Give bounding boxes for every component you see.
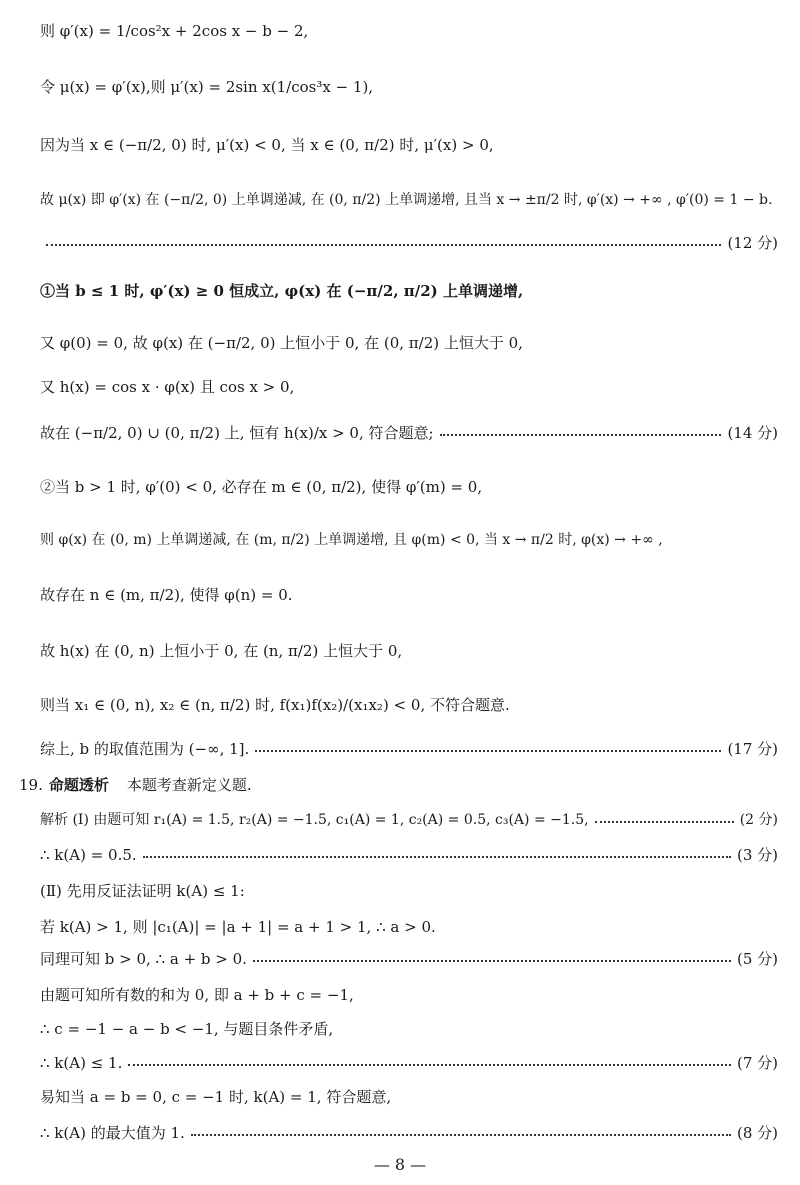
score-label: (8 分) (736, 1124, 778, 1142)
line-text: (Ⅱ) 先用反证法证明 k(A) ≤ 1: (40, 882, 245, 900)
solution-line (40, 478, 778, 496)
leader-dots (191, 1134, 731, 1136)
solution-line (40, 192, 778, 209)
line-text: 解析 (Ⅰ) 由题可知 r₁(A) = 1.5, r₂(A) = −1.5, c₁(A) = 1, c₂(A) = 0.5, c₃(A) = −1.5, (40, 812, 589, 828)
line-text: 则 φ(x) 在 (0, m) 上单调递减, 在 (m, π/2) 上单调递增, 且 φ(m) < 0, 当 x → π/2 时, φ(x) → +∞ , (40, 532, 663, 548)
line-text: 因为当 x ∈ (−π/2, 0) 时, μ′(x) < 0, 当 x ∈ (0, π/2) 时, μ′(x) > 0, (40, 136, 494, 154)
line-text: 若 k(A) > 1, 则 |c₁(A)| = |a + 1| = a + 1 > 1, ∴ a > 0. (40, 918, 436, 936)
line-text: 故在 (−π/2, 0) ∪ (0, π/2) 上, 恒有 h(x)/x > 0, 符合题意; (40, 424, 434, 442)
line-text: 故 μ(x) 即 φ′(x) 在 (−π/2, 0) 上单调递减, 在 (0, π/2) 上单调递增, 且当 x → ±π/2 时, φ′(x) → +∞ , φ′(0) = 1 − b. (40, 192, 773, 208)
solution-line (40, 586, 778, 604)
leader-dots (440, 434, 722, 436)
score-line (40, 1124, 778, 1142)
line-text: 又 φ(0) = 0, 故 φ(x) 在 (−π/2, 0) 上恒小于 0, 在 (0, π/2) 上恒大于 0, (40, 334, 523, 352)
line-text: 故存在 n ∈ (m, π/2), 使得 φ(n) = 0. (40, 586, 293, 604)
line-text: 故 h(x) 在 (0, n) 上恒小于 0, 在 (n, π/2) 上恒大于 0, (40, 642, 403, 660)
page-number: — 8 — (373, 1155, 427, 1174)
score-label: (14 分) (727, 424, 778, 442)
heading-label: 命题透析 (48, 776, 109, 794)
score-label: (7 分) (736, 1054, 778, 1072)
solution-line (40, 532, 778, 549)
score-line (40, 950, 778, 968)
solution-line (40, 334, 778, 352)
line-text: 则当 x₁ ∈ (0, n), x₂ ∈ (n, π/2) 时, f(x₁)f(x₂)/(x₁x₂) < 0, 不符合题意. (40, 696, 510, 714)
score-label: (12 分) (727, 234, 778, 252)
score-line (40, 740, 778, 758)
score-line (40, 1054, 778, 1072)
leader-dots (255, 750, 721, 752)
leader-dots (46, 244, 721, 246)
score-line (40, 812, 778, 829)
line-text: 又 h(x) = cos x · φ(x) 且 cos x > 0, (40, 378, 295, 396)
line-text: ②当 b > 1 时, φ′(0) < 0, 必存在 m ∈ (0, π/2), 使得 φ′(m) = 0, (40, 478, 483, 496)
line-text: 则 φ′(x) = 1/cos²x + 2cos x − b − 2, (40, 22, 309, 40)
solution-line (40, 696, 778, 714)
leader-dots (143, 856, 731, 858)
solution-line (40, 642, 778, 660)
line-text: 令 μ(x) = φ′(x),则 μ′(x) = 2sin x(1/cos³x − 1), (40, 78, 374, 96)
solution-line (40, 22, 778, 40)
score-label: (3 分) (736, 846, 778, 864)
heading-text: 本题考查新定义题. (126, 776, 252, 794)
line-text: 综上, b 的取值范围为 (−∞, 1]. (40, 740, 250, 758)
line-text: ∴ c = −1 − a − b < −1, 与题目条件矛盾, (40, 1020, 334, 1038)
leader-dots (253, 960, 731, 962)
score-label: (5 分) (736, 950, 778, 968)
score-label: (17 分) (727, 740, 778, 758)
score-line (40, 424, 778, 442)
line-text: 同理可知 b > 0, ∴ a + b > 0. (40, 950, 247, 968)
solution-line (40, 986, 778, 1004)
solution-line (40, 1020, 778, 1038)
solution-line (40, 378, 778, 396)
score-label: (2 分) (739, 812, 778, 828)
score-line (40, 846, 778, 864)
line-text: ∴ k(A) 的最大值为 1. (40, 1124, 185, 1142)
solution-line (40, 282, 778, 300)
line-text: 由题可知所有数的和为 0, 即 a + b + c = −1, (40, 986, 354, 1004)
solution-line (40, 136, 778, 154)
score-line (40, 234, 778, 252)
solution-line (40, 1088, 778, 1106)
solution-line (40, 78, 778, 96)
line-text: ∴ k(A) ≤ 1. (40, 1054, 123, 1072)
line-text: ∴ k(A) = 0.5. (40, 846, 137, 864)
question-number: 19. (19, 776, 43, 794)
leader-dots (128, 1064, 731, 1066)
line-text: ①当 b ≤ 1 时, φ′(x) ≥ 0 恒成立, φ(x) 在 (−π/2, π/2) 上单调递增, (40, 282, 524, 300)
solution-line (40, 918, 778, 936)
line-text: 易知当 a = b = 0, c = −1 时, k(A) = 1, 符合题意, (40, 1088, 392, 1106)
leader-dots (595, 821, 734, 823)
solution-line (40, 882, 778, 900)
question-heading (19, 776, 778, 794)
